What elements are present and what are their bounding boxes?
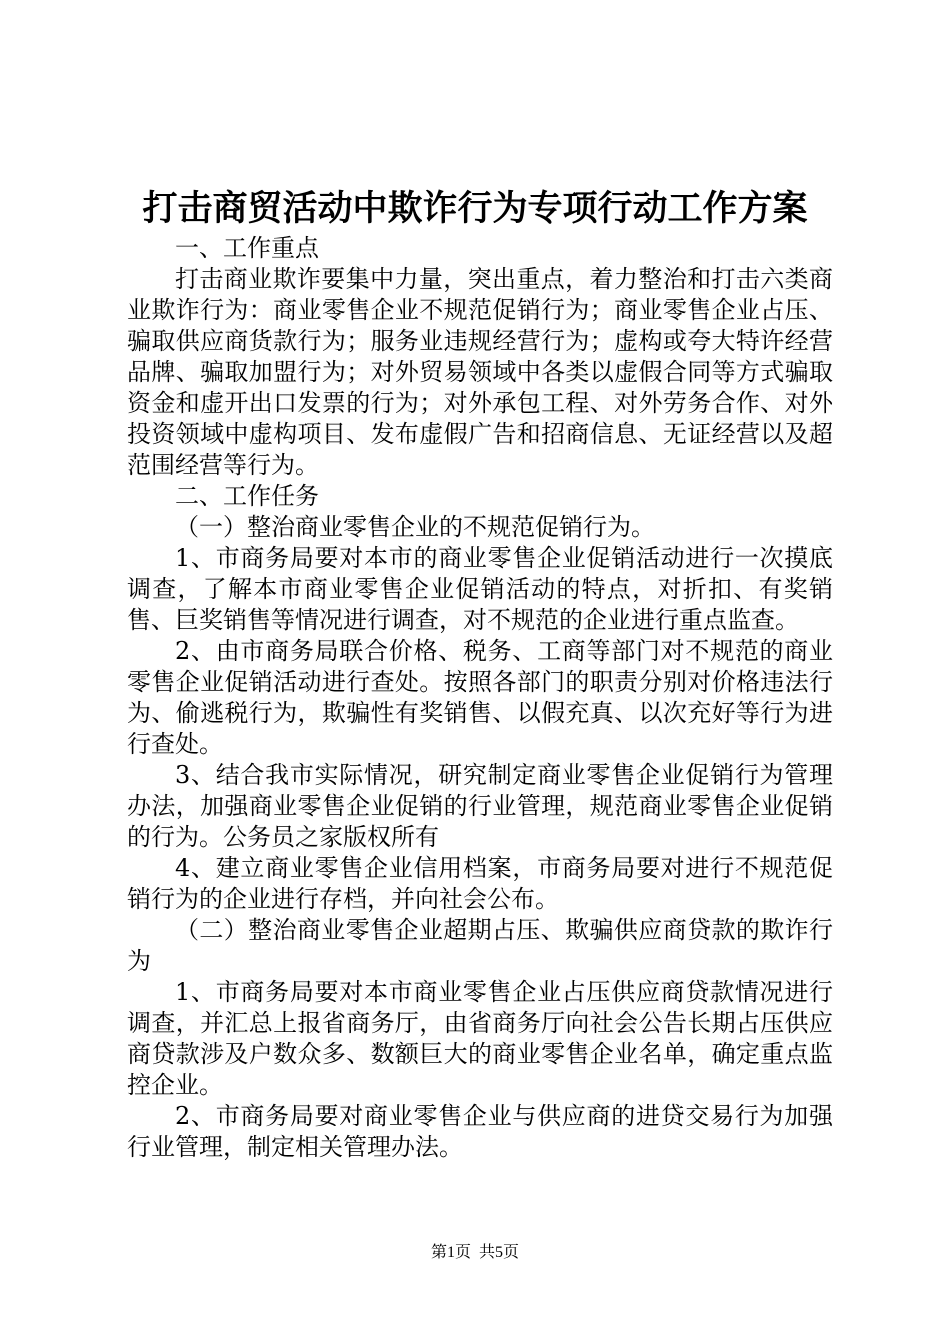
paragraph: 4、建立商业零售企业信用档案，市商务局要对进行不规范促销行为的企业进行存档，并向社会公布。 xyxy=(127,854,833,913)
subsection-heading-1: （一）整治商业零售企业的不规范促销行为。 xyxy=(175,513,655,541)
paragraph: 1、市商务局要对本市的商业零售企业促销活动进行一次摸底调查，了解本市商业零售企业促销活动的特点，对折扣、有奖销售、巨奖销售等情况进行调查，对不规范的企业进行重点监查。 xyxy=(127,544,833,634)
document-title: 打击商贸活动中欺诈行为专项行动工作方案 xyxy=(142,188,808,229)
paragraph: 2、由市商务局联合价格、税务、工商等部门对不规范的商业零售企业促销活动进行查处。按照各部门的职责分别对价格违法行为、偷逃税行为，欺骗性有奖销售、以假充真、以次充好等行为进行查处。 xyxy=(127,637,833,758)
section-heading-2: 二、工作任务 xyxy=(175,482,319,510)
page-footer xyxy=(0,1243,950,1263)
paragraph: 3、结合我市实际情况，研究制定商业零售企业促销行为管理办法，加强商业零售企业促销的行业管理，规范商业零售企业促销的行为。公务员之家版权所有 xyxy=(127,761,833,851)
page-number-label: 第1页 共5页 xyxy=(430,1244,519,1261)
paragraph: 打击商业欺诈要集中力量，突出重点，着力整治和打击六类商业欺诈行为：商业零售企业不规范促销行为；商业零售企业占压、骗取供应商货款行为；服务业违规经营行为；虚构或夸大特许经营品牌、骗取加盟行为；对外贸易领域中各类以虚假合同等方式骗取资金和虚开出口发票的行为；对外承包工程、对外劳务合作、对外投资领域中虚构项目、发布虚假广告和招商信息、无证经营以及超范围经营等行为。 xyxy=(127,265,833,479)
paragraph: 2、市商务局要对商业零售企业与供应商的进贷交易行为加强行业管理，制定相关管理办法。 xyxy=(127,1102,833,1161)
document-body xyxy=(127,233,833,1163)
subsection-heading-2: （二）整治商业零售企业超期占压、欺骗供应商贷款的欺诈行为 xyxy=(127,916,833,975)
paragraph: 1、市商务局要对本市商业零售企业占压供应商贷款情况进行调查，并汇总上报省商务厅，由省商务厅向社会公告长期占压供应商贷款涉及户数众多、数额巨大的商业零售企业名单，确定重点监控企业。 xyxy=(127,978,833,1099)
section-heading-1: 一、工作重点 xyxy=(175,234,319,262)
